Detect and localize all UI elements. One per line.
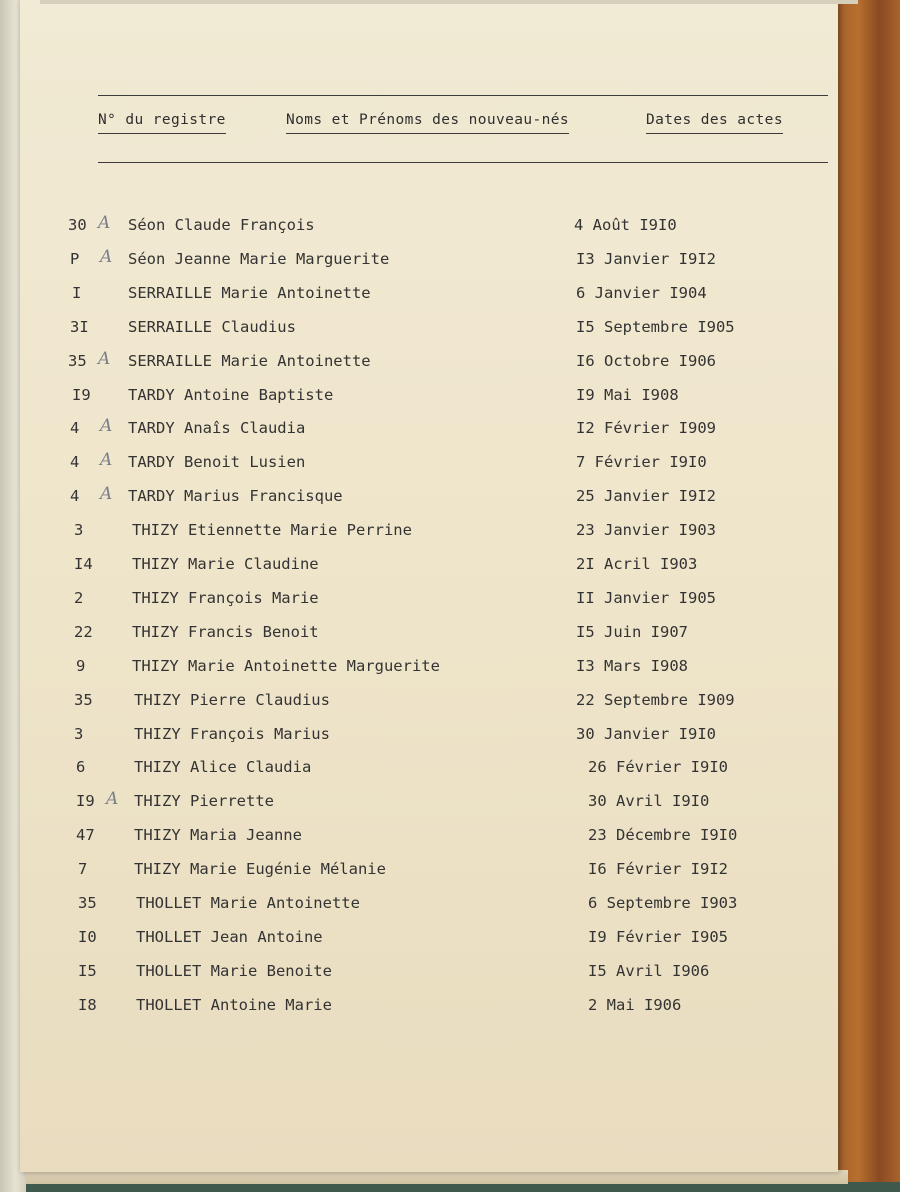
- table-row: [20, 826, 838, 850]
- table-row: [20, 860, 838, 884]
- entry-date: 25 Janvier I9I2: [576, 487, 716, 506]
- table-row: [20, 284, 838, 308]
- table-row: [20, 725, 838, 749]
- entry-handwritten-mark: A: [106, 789, 119, 810]
- entry-date: 6 Janvier I904: [576, 283, 707, 302]
- entry-register-number: 3I: [70, 317, 89, 336]
- entry-name: THIZY François Marie: [132, 588, 319, 607]
- entry-date: I9 Mai I908: [576, 385, 679, 404]
- header-bottom-rule: [98, 162, 828, 163]
- entry-name: THOLLET Antoine Marie: [136, 995, 332, 1014]
- entry-handwritten-mark: A: [100, 450, 113, 471]
- table-row: [20, 623, 838, 647]
- entry-name: THOLLET Marie Antoinette: [136, 894, 360, 912]
- entry-name: SERRAILLE Marie Antoinette: [128, 351, 371, 370]
- table-row: [20, 416, 838, 443]
- table-row: [20, 521, 838, 545]
- entry-register-number: 4: [70, 419, 80, 438]
- table-row: [20, 348, 838, 376]
- entry-date: 26 Février I9I0: [588, 758, 728, 777]
- entry-name: THIZY Marie Claudine: [132, 555, 319, 573]
- entry-name: THOLLET Marie Benoite: [136, 961, 332, 980]
- table-row: [20, 555, 838, 579]
- entry-date: I6 Février I9I2: [588, 860, 728, 879]
- entry-name: THIZY Marie Antoinette Marguerite: [132, 656, 440, 675]
- entry-date: 23 Décembre I9I0: [588, 826, 738, 845]
- entry-register-number: 2: [74, 588, 84, 607]
- entry-handwritten-mark: A: [100, 484, 113, 505]
- entry-name: TARDY Antoine Baptiste: [128, 385, 334, 404]
- register-page: [20, 0, 838, 1172]
- entry-date: I9 Février I905: [588, 927, 728, 946]
- entry-date: 2I Acril I903: [576, 555, 698, 573]
- entry-date: 30 Avril I9I0: [588, 792, 710, 811]
- entry-register-number: 9: [76, 656, 86, 675]
- entry-date: I3 Mars I908: [576, 656, 688, 675]
- entry-date: 23 Janvier I903: [576, 521, 716, 540]
- page-top-edge: [40, 0, 858, 4]
- table-row: [20, 691, 838, 715]
- entry-register-number: I8: [78, 995, 97, 1014]
- table-row: [20, 213, 838, 240]
- entry-name: THIZY Etiennette Marie Perrine: [132, 521, 412, 540]
- header-top-rule: [98, 95, 828, 96]
- entry-name: Séon Jeanne Marie Marguerite: [128, 249, 390, 268]
- entry-date: I2 Février I909: [576, 419, 716, 438]
- page-stack-edge: [20, 1170, 848, 1184]
- table-row: [20, 589, 838, 613]
- table-row: [20, 758, 838, 782]
- entry-name: SERRAILLE Marie Antoinette: [128, 283, 371, 302]
- table-row: [20, 318, 838, 342]
- entry-register-number: I9: [72, 385, 91, 404]
- entry-handwritten-mark: A: [98, 213, 111, 233]
- entry-name: THOLLET Jean Antoine: [136, 927, 323, 946]
- entry-name: TARDY Marius Francisque: [128, 487, 343, 506]
- table-row: [20, 962, 838, 986]
- entry-register-number: 22: [74, 622, 93, 641]
- entry-register-number: I0: [78, 927, 97, 946]
- table-row: [20, 386, 838, 410]
- entry-register-number: 4: [70, 487, 80, 506]
- entry-register-number: 3: [74, 521, 84, 540]
- entry-register-number: 35: [78, 894, 97, 912]
- entry-register-number: 4: [70, 453, 80, 472]
- entry-name: THIZY Pierrette: [134, 792, 274, 811]
- entry-name: THIZY Francis Benoit: [132, 622, 319, 641]
- entry-date: 22 Septembre I909: [576, 690, 735, 709]
- entry-register-number: I4: [74, 555, 93, 573]
- entry-handwritten-mark: A: [100, 416, 113, 437]
- column-header-date: Dates des actes: [646, 112, 783, 128]
- desk-surface: [830, 0, 900, 1192]
- entry-handwritten-mark: A: [100, 246, 113, 267]
- entry-register-number: 6: [76, 758, 86, 777]
- entry-date: 4 Août I9I0: [574, 216, 677, 234]
- entry-date: 6 Septembre I903: [588, 894, 738, 912]
- entry-name: THIZY Pierre Claudius: [134, 690, 330, 709]
- entry-register-number: I5: [78, 961, 97, 980]
- entry-date: 7 Février I9I0: [576, 453, 707, 472]
- entry-date: II Janvier I905: [576, 588, 716, 607]
- table-row: [20, 928, 838, 952]
- table-row: [20, 450, 838, 477]
- entry-date: 2 Mai I906: [588, 995, 682, 1014]
- entry-date: I5 Juin I907: [576, 622, 688, 641]
- column-header-number: N° du registre: [98, 112, 226, 128]
- table-row: [20, 484, 838, 511]
- entry-name: Séon Claude François: [128, 216, 315, 234]
- entry-name: TARDY Benoit Lusien: [128, 453, 306, 472]
- table-row: [20, 246, 838, 274]
- entry-register-number: 35: [74, 690, 93, 709]
- entry-date: I6 Octobre I906: [576, 351, 716, 370]
- entry-date: I3 Janvier I9I2: [576, 249, 716, 268]
- entry-date: 30 Janvier I9I0: [576, 724, 716, 743]
- entry-register-number: 3: [74, 724, 84, 743]
- entry-register-number: 7: [78, 860, 88, 879]
- table-row: [20, 657, 838, 681]
- table-row: [20, 894, 838, 918]
- entry-register-number: 35: [68, 351, 87, 370]
- entry-name: THIZY François Marius: [134, 724, 330, 743]
- entry-name: THIZY Alice Claudia: [134, 758, 312, 777]
- entry-handwritten-mark: A: [98, 348, 111, 369]
- entry-register-number: I9: [76, 792, 95, 811]
- entry-register-number: 30: [68, 216, 87, 234]
- entry-date: I5 Septembre I905: [576, 317, 735, 336]
- entry-register-number: P: [70, 249, 80, 268]
- entry-name: TARDY Anaîs Claudia: [128, 419, 306, 438]
- entry-register-number: 47: [76, 826, 95, 845]
- entry-name: SERRAILLE Claudius: [128, 317, 296, 336]
- table-row: [20, 789, 838, 816]
- table-row: [20, 996, 838, 1020]
- entry-register-number: I: [72, 283, 82, 302]
- entry-name: THIZY Marie Eugénie Mélanie: [134, 860, 386, 879]
- entry-date: I5 Avril I906: [588, 961, 710, 980]
- column-header-name: Noms et Prénoms des nouveau-nés: [286, 112, 570, 128]
- entry-name: THIZY Maria Jeanne: [134, 826, 302, 845]
